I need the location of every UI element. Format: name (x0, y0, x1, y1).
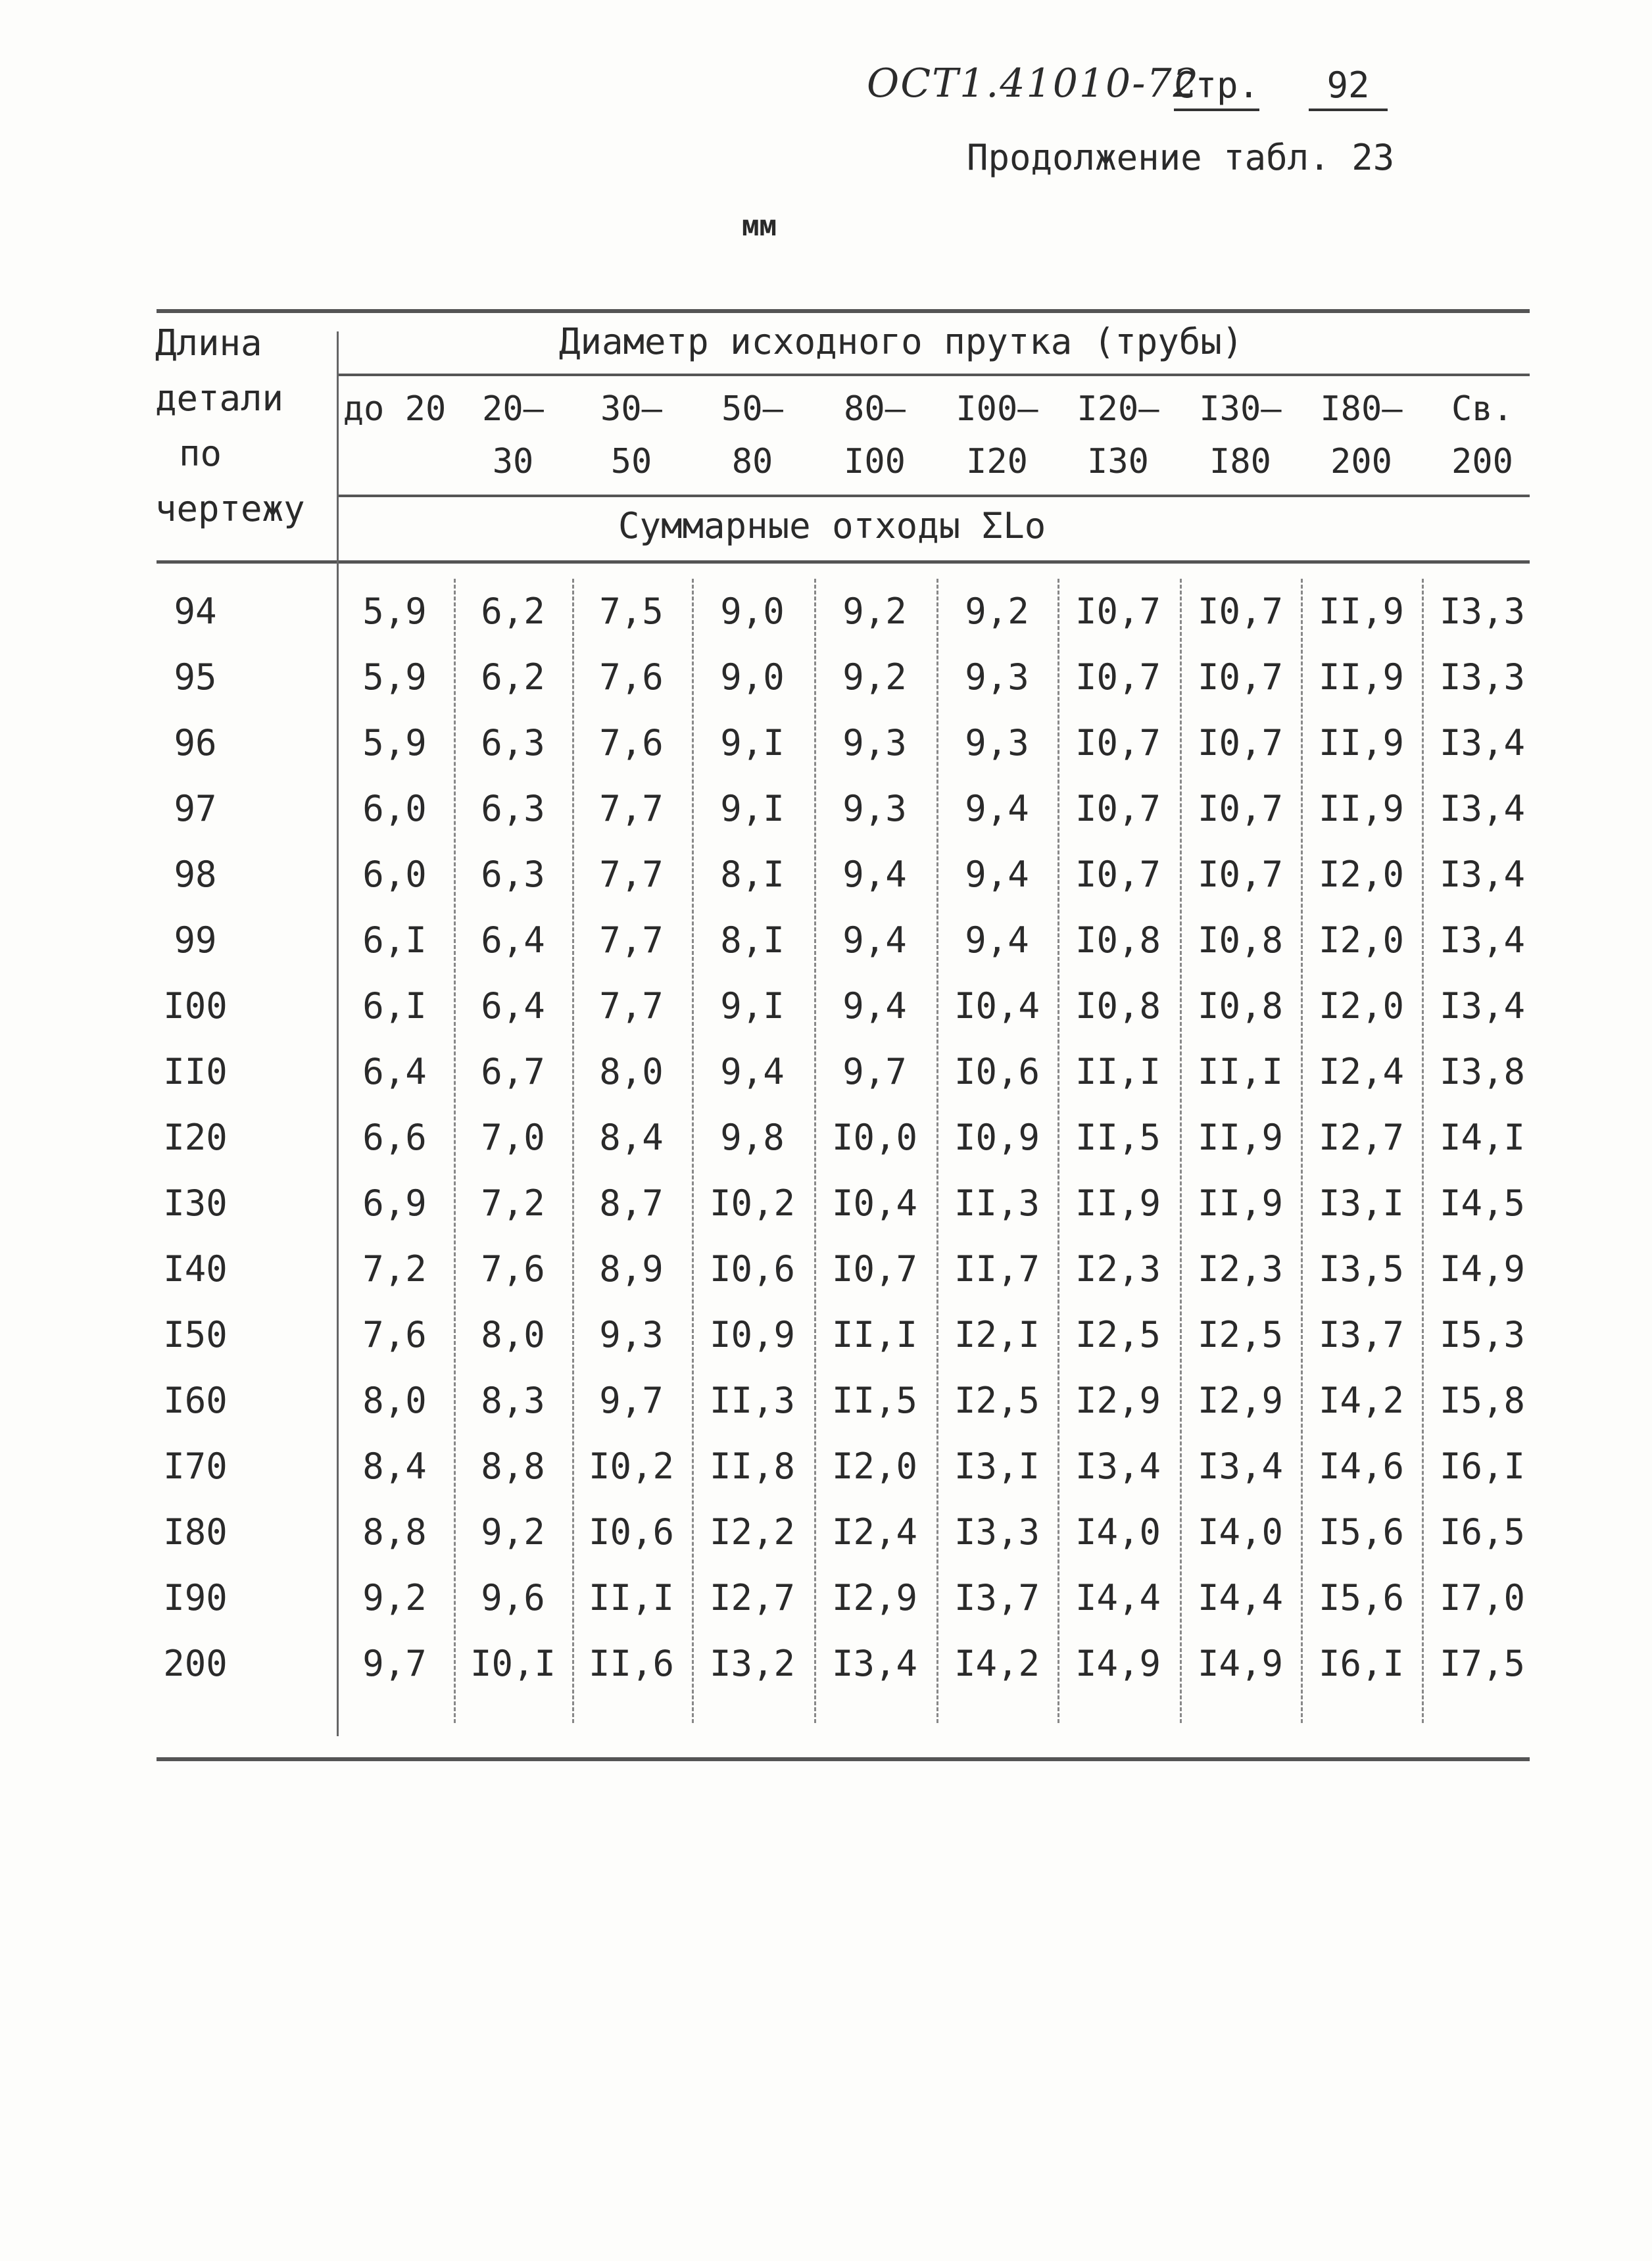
table-cell: II,8 (709, 1446, 796, 1487)
part-length-label: I60 (163, 1380, 228, 1421)
table-cell: 9,4 (965, 788, 1029, 829)
table-row (0, 1236, 1652, 1302)
table-cell: I3,5 (1318, 1248, 1405, 1290)
table-cell: 6,2 (481, 591, 545, 632)
column-header (1430, 383, 1535, 488)
part-length-label: I50 (163, 1314, 228, 1355)
table-cell: 9,4 (842, 854, 907, 895)
column-header-bottom: I30 (1087, 442, 1149, 481)
table-cell: I0,6 (709, 1248, 796, 1290)
table-cell: I2,5 (1197, 1314, 1284, 1355)
table-cell: I0,7 (1075, 591, 1161, 632)
table-cell: I2,4 (1318, 1051, 1405, 1092)
column-header-top: I00– (956, 389, 1038, 429)
table-cell: 8,9 (599, 1248, 664, 1290)
table-cell: II,3 (954, 1182, 1040, 1224)
table-cell: I3,7 (1318, 1314, 1405, 1355)
table-cell: 9,8 (720, 1117, 785, 1158)
table-cell: II,6 (588, 1643, 675, 1684)
table-cell: II,5 (831, 1380, 918, 1421)
table-cell: I0,4 (831, 1182, 918, 1224)
table-cell: I0,8 (1197, 919, 1284, 961)
table-row (0, 579, 1652, 644)
table-continuation-title: Продолжение табл. 23 (967, 137, 1395, 178)
table-cell: I2,0 (1318, 919, 1405, 961)
table-cell: 7,0 (481, 1117, 545, 1158)
table-cell: I2,7 (709, 1577, 796, 1618)
table-cell: 5,9 (362, 656, 427, 698)
document-code: ОСТ1.41010-72 (867, 61, 1200, 107)
column-header-bottom: I00 (844, 442, 906, 481)
table-cell: II,I (831, 1314, 918, 1355)
column-header-bottom: I80 (1209, 442, 1271, 481)
table-cell: 8,0 (599, 1051, 664, 1092)
column-header-bottom: 200 (1451, 442, 1513, 481)
table-row (0, 1631, 1652, 1697)
table-cell: 9,2 (965, 591, 1029, 632)
table-cell: I4,6 (1318, 1446, 1405, 1487)
table-cell: II,9 (1318, 788, 1405, 829)
table-cell: I4,9 (1197, 1643, 1284, 1684)
table-cell: I0,7 (831, 1248, 918, 1290)
part-length-label: I80 (163, 1511, 228, 1553)
table-cell: I4,5 (1439, 1182, 1526, 1224)
table-cell: 9,4 (965, 919, 1029, 961)
table-cell: 7,7 (599, 854, 664, 895)
table-cell: I0,7 (1197, 722, 1284, 764)
column-header-bottom: 50 (610, 442, 652, 481)
column-header-top: 30– (600, 389, 662, 429)
table-cell: I3,I (1318, 1182, 1405, 1224)
table-row (0, 1565, 1652, 1631)
table-cell: 9,6 (481, 1577, 545, 1618)
stub-header-line: Длина (155, 322, 262, 364)
table-cell: 9,3 (965, 722, 1029, 764)
table-row (0, 710, 1652, 776)
table-cell: I5,6 (1318, 1577, 1405, 1618)
table-cell: I6,I (1318, 1643, 1405, 1684)
table-cell: 8,7 (599, 1182, 664, 1224)
table-cell: I3,3 (954, 1511, 1040, 1553)
table-cell: 7,7 (599, 788, 664, 829)
table-cell: I0,8 (1075, 919, 1161, 961)
table-cell: I3,8 (1439, 1051, 1526, 1092)
table-cell: I3,7 (954, 1577, 1040, 1618)
column-header (700, 383, 805, 488)
part-length-label: I00 (163, 985, 228, 1027)
table-cell: 9,7 (362, 1643, 427, 1684)
table-cell: 6,3 (481, 854, 545, 895)
table-cell: I0,0 (831, 1117, 918, 1158)
table-cell: I2,3 (1075, 1248, 1161, 1290)
table-cell: I0,2 (709, 1182, 796, 1224)
table-cell: I3,2 (709, 1643, 796, 1684)
column-header-bottom: 200 (1330, 442, 1392, 481)
table-cell: I3,4 (1197, 1446, 1284, 1487)
table-cell: II,9 (1075, 1182, 1161, 1224)
table-cell: I0,8 (1197, 985, 1284, 1027)
table-cell: 7,6 (481, 1248, 545, 1290)
part-length-label: 94 (174, 591, 217, 632)
table-cell: 9,3 (842, 788, 907, 829)
column-header (822, 383, 927, 488)
table-cell: 7,2 (481, 1182, 545, 1224)
table-cell: I3,3 (1439, 591, 1526, 632)
column-header-top: до 20 (343, 389, 447, 429)
table-row (0, 1434, 1652, 1499)
table-cell: I0,8 (1075, 985, 1161, 1027)
part-length-label: 98 (174, 854, 217, 895)
column-header-bottom (342, 435, 447, 488)
table-cell: 5,9 (362, 722, 427, 764)
column-header-top: Св. (1451, 389, 1513, 429)
table-cell: I4,0 (1197, 1511, 1284, 1553)
table-cell: I3,I (954, 1446, 1040, 1487)
table-cell: 6,0 (362, 788, 427, 829)
table-cell: I2,2 (709, 1511, 796, 1553)
table-cell: 7,6 (362, 1314, 427, 1355)
table-cell: I2,I (954, 1314, 1040, 1355)
stub-header-line: чертежу (155, 488, 305, 529)
table-cell: II,9 (1197, 1182, 1284, 1224)
part-length-label: I70 (163, 1446, 228, 1487)
table-cell: I5,8 (1439, 1380, 1526, 1421)
table-cell: I2,0 (1318, 854, 1405, 895)
table-cell: 8,I (720, 919, 785, 961)
table-cell: 6,4 (362, 1051, 427, 1092)
table-cell: 6,3 (481, 722, 545, 764)
table-cell: I0,6 (588, 1511, 675, 1553)
table-cell: 8,I (720, 854, 785, 895)
part-length-label: 200 (163, 1643, 228, 1684)
column-header-top: 20– (482, 389, 544, 429)
table-cell: I0,4 (954, 985, 1040, 1027)
table-cell: I3,4 (1439, 854, 1526, 895)
table-cell: I0,I (470, 1643, 556, 1684)
table-cell: I4,2 (1318, 1380, 1405, 1421)
table-cell: 9,2 (362, 1577, 427, 1618)
table-cell: 9,3 (842, 722, 907, 764)
page-number: 92 (1309, 64, 1388, 111)
table-cell: 6,I (362, 985, 427, 1027)
table-cell: 9,2 (842, 591, 907, 632)
table-cell: 9,2 (842, 656, 907, 698)
table-cell: I5,3 (1439, 1314, 1526, 1355)
table-cell: I4,9 (1439, 1248, 1526, 1290)
table-cell: I0,2 (588, 1446, 675, 1487)
table-cell: II,I (1075, 1051, 1161, 1092)
table-cell: 9,0 (720, 656, 785, 698)
table-cell: 9,2 (481, 1511, 545, 1553)
table-cell: 9,0 (720, 591, 785, 632)
table-cell: 9,7 (842, 1051, 907, 1092)
table-cell: 6,2 (481, 656, 545, 698)
table-cell: 8,8 (362, 1511, 427, 1553)
column-header-top: I30– (1199, 389, 1282, 429)
part-length-label: II0 (163, 1051, 228, 1092)
table-cell: I0,7 (1197, 788, 1284, 829)
table-cell: I0,7 (1075, 854, 1161, 895)
column-header-top: 50– (721, 389, 783, 429)
table-cell: I2,9 (1197, 1380, 1284, 1421)
table-cell: I7,0 (1439, 1577, 1526, 1618)
table-cell: 9,7 (599, 1380, 664, 1421)
table-cell: I4,0 (1075, 1511, 1161, 1553)
table-cell: I2,4 (831, 1511, 918, 1553)
part-length-label: 97 (174, 788, 217, 829)
table-cell: I2,3 (1197, 1248, 1284, 1290)
stub-header-line: детали (155, 377, 284, 419)
part-length-label: I90 (163, 1577, 228, 1618)
table-cell: I0,7 (1197, 591, 1284, 632)
table-cell: II,3 (709, 1380, 796, 1421)
table-row (0, 842, 1652, 908)
table-cell: 9,I (720, 722, 785, 764)
table-cell: II,9 (1318, 591, 1405, 632)
table-cell: II,9 (1318, 722, 1405, 764)
part-length-label: I30 (163, 1182, 228, 1224)
table-cell: I3,4 (1439, 985, 1526, 1027)
table-cell: I0,9 (954, 1117, 1040, 1158)
table-cell: 9,I (720, 985, 785, 1027)
column-header-bottom: 80 (731, 442, 773, 481)
table-cell: I4,I (1439, 1117, 1526, 1158)
part-length-label: I40 (163, 1248, 228, 1290)
part-length-label: 95 (174, 656, 217, 698)
table-cell: 7,7 (599, 985, 664, 1027)
table-cell: 9,I (720, 788, 785, 829)
column-header (460, 383, 566, 488)
table-cell: 6,7 (481, 1051, 545, 1092)
table-cell: II,9 (1318, 656, 1405, 698)
table-cell: I5,6 (1318, 1511, 1405, 1553)
units-label: мм (742, 209, 777, 243)
table-cell: 7,6 (599, 656, 664, 698)
table-cell: I0,7 (1075, 788, 1161, 829)
table-cell: 8,0 (362, 1380, 427, 1421)
table-cell: I4,4 (1075, 1577, 1161, 1618)
table-cell: I3,4 (1439, 919, 1526, 961)
column-header (1065, 383, 1171, 488)
table-cell: I0,7 (1075, 722, 1161, 764)
table-cell: I6,I (1439, 1446, 1526, 1487)
part-length-label: I20 (163, 1117, 228, 1158)
table-cell: 8,8 (481, 1446, 545, 1487)
summary-waste-header: Суммарные отходы ΣLo (618, 505, 1046, 547)
table-row (0, 1499, 1652, 1565)
table-cell: I0,7 (1197, 656, 1284, 698)
table-cell: I0,6 (954, 1051, 1040, 1092)
table-cell: 7,7 (599, 919, 664, 961)
column-header-top: 80– (844, 389, 906, 429)
table-row (0, 1171, 1652, 1236)
header-bottom-rule (157, 560, 1530, 564)
page-label: Стр. (1174, 64, 1259, 111)
table-cell: I6,5 (1439, 1511, 1526, 1553)
part-length-label: 96 (174, 722, 217, 764)
table-bottom-rule (157, 1757, 1530, 1761)
table-cell: II,I (588, 1577, 675, 1618)
table-row (0, 1105, 1652, 1171)
table-cell: I4,9 (1075, 1643, 1161, 1684)
table-cell: 8,4 (362, 1446, 427, 1487)
table-cell: I3,4 (1075, 1446, 1161, 1487)
table-row (0, 1368, 1652, 1434)
table-cell: 9,4 (720, 1051, 785, 1092)
table-row (0, 973, 1652, 1039)
table-cell: 5,9 (362, 591, 427, 632)
column-header (944, 383, 1050, 488)
table-cell: I7,5 (1439, 1643, 1526, 1684)
table-cell: I4,4 (1197, 1577, 1284, 1618)
table-cell: I0,7 (1075, 656, 1161, 698)
table-cell: I3,4 (1439, 788, 1526, 829)
column-header-bottom: I20 (966, 442, 1028, 481)
table-cell: 7,6 (599, 722, 664, 764)
table-cell: I2,0 (1318, 985, 1405, 1027)
group-header: Диаметр исходного прутка (трубы) (559, 321, 1244, 362)
table-cell: 6,4 (481, 919, 545, 961)
table-cell: 9,4 (842, 985, 907, 1027)
table-cell: I2,9 (831, 1577, 918, 1618)
table-cell: 7,2 (362, 1248, 427, 1290)
column-header-top: I80– (1320, 389, 1403, 429)
column-header (342, 383, 447, 488)
table-cell: I4,2 (954, 1643, 1040, 1684)
table-cell: I3,3 (1439, 656, 1526, 698)
stub-header-line: по (179, 433, 222, 474)
table-row (0, 1039, 1652, 1105)
table-row (0, 1302, 1652, 1368)
table-cell: 9,4 (842, 919, 907, 961)
table-cell: 9,3 (599, 1314, 664, 1355)
table-row (0, 908, 1652, 973)
column-header-rule (338, 495, 1530, 497)
table-cell: 9,4 (965, 854, 1029, 895)
table-cell: II,7 (954, 1248, 1040, 1290)
table-cell: I2,5 (954, 1380, 1040, 1421)
table-cell: I3,4 (1439, 722, 1526, 764)
table-cell: I0,7 (1197, 854, 1284, 895)
table-cell: 8,3 (481, 1380, 545, 1421)
table-cell: 6,3 (481, 788, 545, 829)
table-cell: I2,5 (1075, 1314, 1161, 1355)
table-cell: II,9 (1197, 1117, 1284, 1158)
table-cell: I3,4 (831, 1643, 918, 1684)
table-cell: 6,0 (362, 854, 427, 895)
table-cell: 6,4 (481, 985, 545, 1027)
table-cell: I2,7 (1318, 1117, 1405, 1158)
table-top-rule (157, 309, 1530, 313)
column-header-top: I20– (1077, 389, 1159, 429)
table-cell: 8,0 (481, 1314, 545, 1355)
table-cell: 9,3 (965, 656, 1029, 698)
table-cell: 6,9 (362, 1182, 427, 1224)
table-cell: 8,4 (599, 1117, 664, 1158)
column-header-bottom: 30 (492, 442, 534, 481)
table-row (0, 776, 1652, 842)
table-cell: 7,5 (599, 591, 664, 632)
group-header-rule (338, 374, 1530, 376)
table-row (0, 644, 1652, 710)
table-cell: II,I (1197, 1051, 1284, 1092)
table-cell: I0,9 (709, 1314, 796, 1355)
column-header (1309, 383, 1414, 488)
column-header (1188, 383, 1293, 488)
table-cell: I2,9 (1075, 1380, 1161, 1421)
table-cell: 6,6 (362, 1117, 427, 1158)
column-header (579, 383, 684, 488)
table-cell: 6,I (362, 919, 427, 961)
table-cell: I2,0 (831, 1446, 918, 1487)
part-length-label: 99 (174, 919, 217, 961)
table-cell: II,5 (1075, 1117, 1161, 1158)
